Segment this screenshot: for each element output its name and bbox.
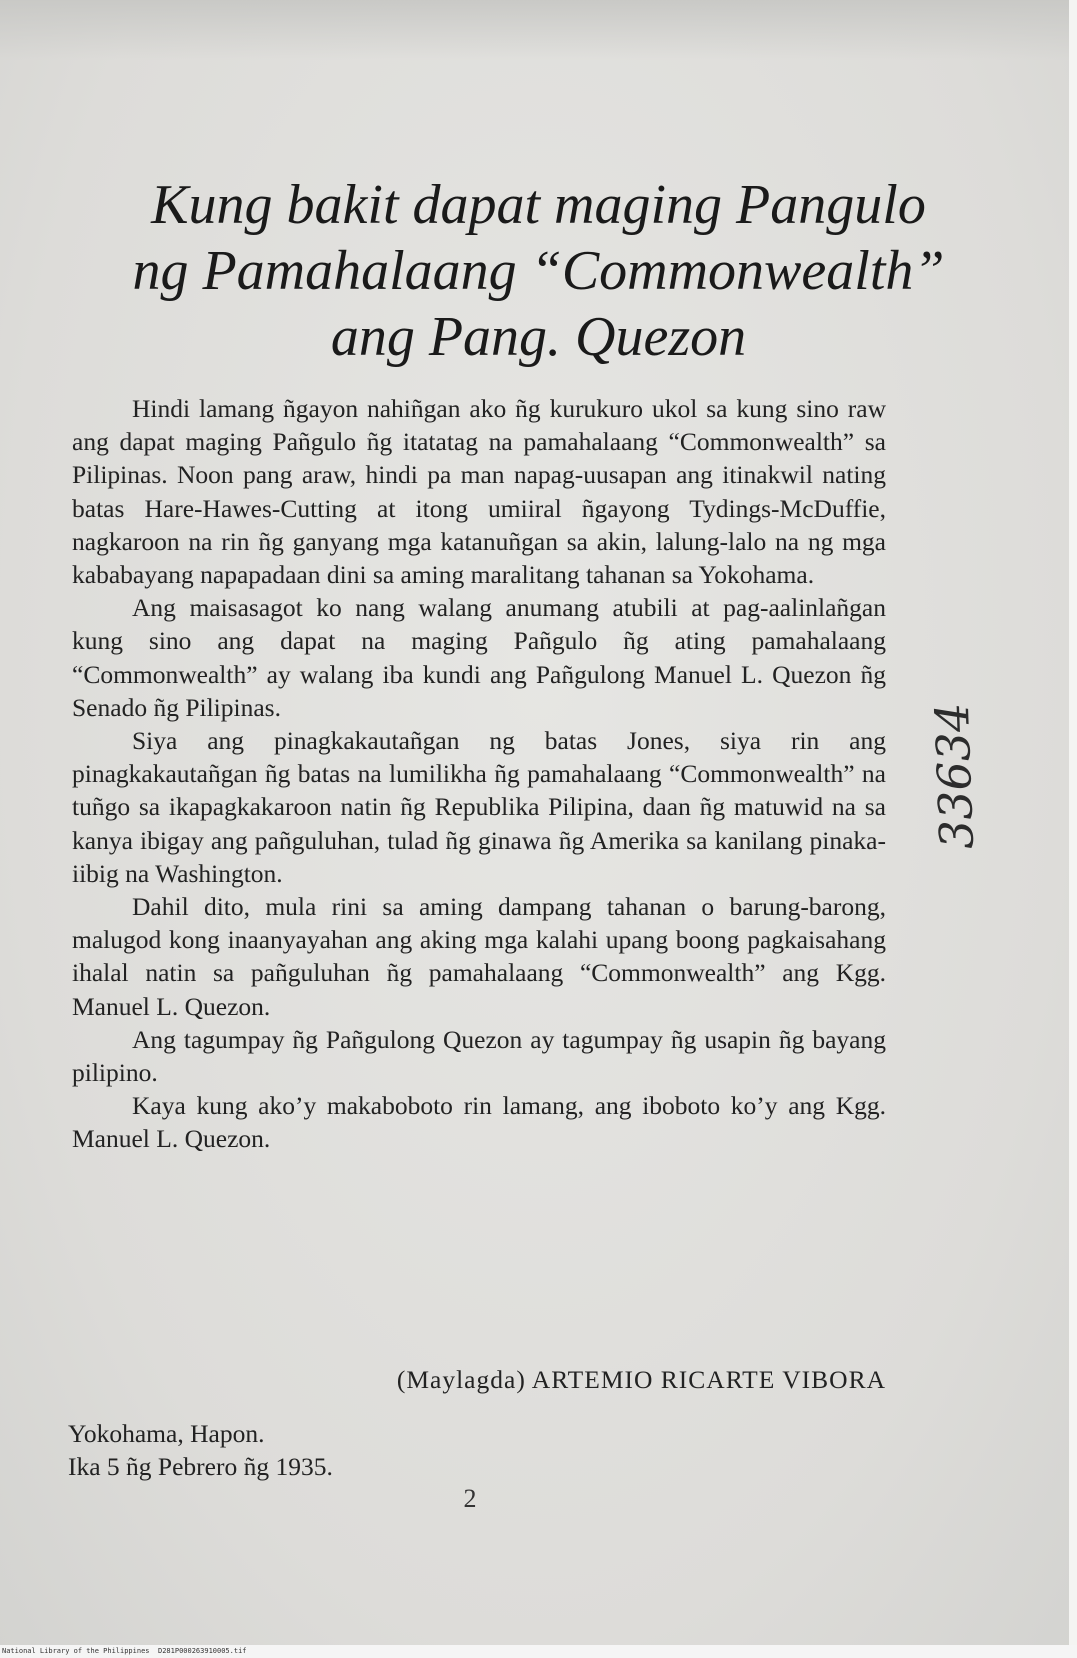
signature: (Maylagda) ARTEMIO RICARTE VIBORA <box>396 1365 886 1394</box>
handwritten-accession-number: 33634 <box>924 701 984 850</box>
title-line-2: ng Pamahalaang “Commonwealth” <box>132 240 945 302</box>
page-title <box>0 172 1077 370</box>
footer-file-id: D281P000263910005.tif <box>158 1647 247 1655</box>
place-and-date <box>68 1417 668 1483</box>
scan-footer <box>0 1645 1077 1658</box>
paragraph: Dahil dito, mula rini sa aming dampang tahanan o barung-barong, malugod kong inaanyayahan ang aking mga kalahi upang boong pagkaisahang ihalal natin sa pañguluhan ñg pamahalaang “Commonwealth” ang Kgg. Manuel L. Quezon. <box>72 892 886 1021</box>
page-number: 2 <box>463 1484 477 1513</box>
paragraph: Ang maisasagot ko nang walang anumang atubili at pag-aalinlañgan kung sino ang dapat na maging Pañgulo ñg ating pamahalaang “Commonwealth” ay walang iba kundi ang Pañgulong Manuel L. Quezon ñg Senado ñg Pilipinas. <box>72 593 886 722</box>
date-line: Ika 5 ñg Pebrero ñg 1935. <box>68 1452 333 1481</box>
footer-library: National Library of the Philippines <box>2 1647 150 1655</box>
paragraph: Kaya kung ako’y makaboboto rin lamang, ang iboboto ko’y ang Kgg. Manuel L. Quezon. <box>72 1091 886 1154</box>
body-text <box>72 392 886 1156</box>
title-line-1: Kung bakit dapat maging Pangulo <box>151 174 926 236</box>
paragraph: Hindi lamang ñgayon nahiñgan ako ñg kurukuro ukol sa kung sino raw ang dapat maging Pañgulo ñg itatatag na pamahalaang “Commonwealth” sa Pilipinas. Noon pang araw, hindi pa man napag-uusapan ang itinakwil nating batas Hare-Hawes-Cutting at itong umiiral ñgayong Tydings-McDuffie, nagkaroon na rin ñg ganyang mga katanuñgan sa akin, lalung-lalo na ng mga kababayang napapadaan dini sa aming maralitang tahanan sa Yokohama. <box>72 394 886 590</box>
scan-shadow <box>0 0 1077 60</box>
place-line: Yokohama, Hapon. <box>68 1419 265 1448</box>
paragraph: Siya ang pinagkakautañgan ng batas Jones, siya rin ang pinagkakautañgan ñg batas na lumilikha ñg pamahalaang “Commonwealth” na tuñgo sa ikapagkakaroon natin ñg Republika Pilipina, daan ñg matuwid na sa kanya ibigay ang pañguluhan, tulad ñg ginawa ñg Amerika sa kanilang pinaka-iibig na Washington. <box>72 726 886 888</box>
paragraph: Ang tagumpay ñg Pañgulong Quezon ay tagumpay ñg usapin ñg bayang pilipino. <box>72 1024 886 1088</box>
title-line-3: ang Pang. Quezon <box>330 306 747 368</box>
